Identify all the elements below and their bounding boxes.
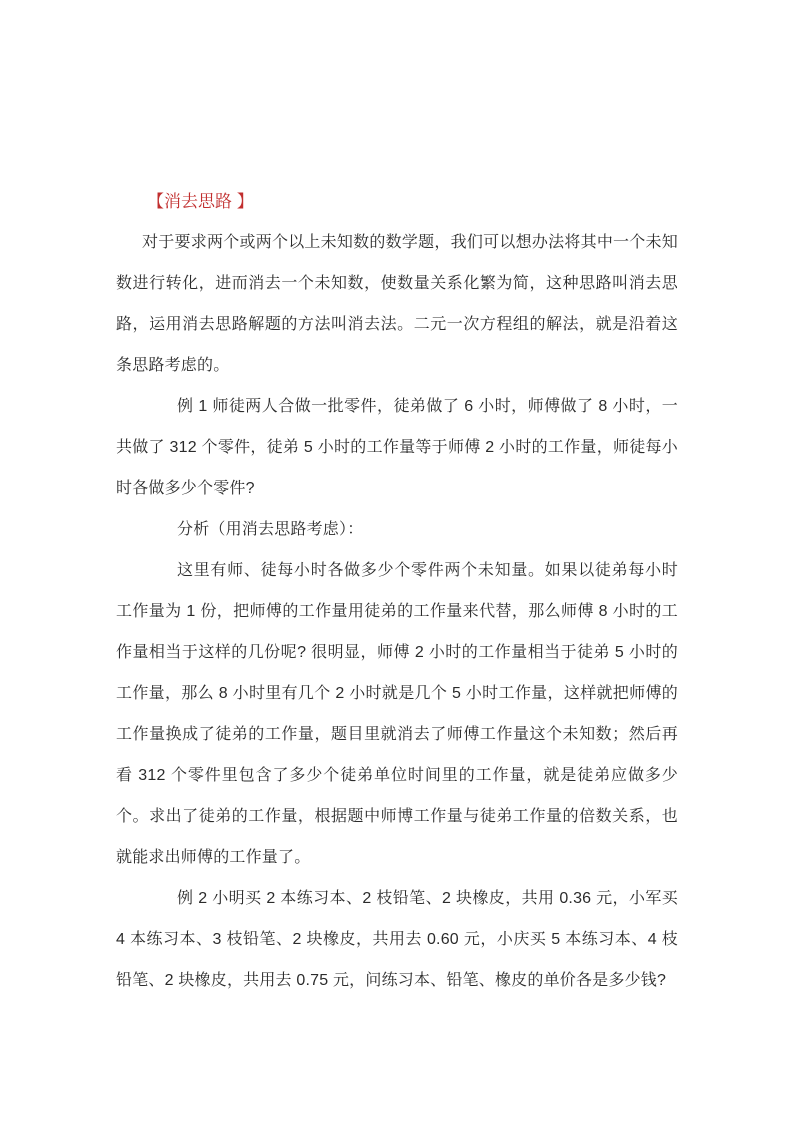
paragraph-example-1: 例 1 师徒两人合做一批零件，徒弟做了 6 小时，师傅做了 8 小时，一共做了 312 个零件，徒弟 5 小时的工作量等于师傅 2 小时的工作量，师徒每小时各做多少个零件? <box>116 398 678 497</box>
paragraph-analysis-label: 分析（用消去思路考虑）： <box>177 521 364 538</box>
paragraph-example-2: 例 2 小明买 2 本练习本、2 枝铅笔、2 块橡皮，共用 0.36 元，小军买 4 本练习本、3 枝铅笔、2 块橡皮，共用去 0.60 元，小庆买 5 本练习本、4 枝铅笔、2 块橡皮，共用去 0.75 元，问练习本、铅笔、橡皮的单价各是多少钱? <box>116 890 678 989</box>
section-heading: 【消去思路 】 <box>147 192 254 211</box>
paragraph-intro: 对于要求两个或两个以上未知数的数学题，我们可以想办法将其中一个未知数进行转化，进而消去一个未知数，使数量关系化繁为简，这种思路叫消去思路，运用消去思路解题的方法叫消去法。二元一次方程组的解法，就是沿着这条思路考虑的。 <box>116 234 678 374</box>
paragraph-analysis-body: 这里有师、徒每小时各做多少个零件两个未知量。如果以徒弟每小时工作量为 1 份，把师傅的工作量用徒弟的工作量来代替，那么师傅 8 小时的工作量相当于这样的几份呢? 很明显，师傅 2 小时的工作量相当于徒弟 5 小时的工作量，那么 8 小时里有几个 2 小时就是几个 5 小时工作量，这样就把师傅的工作量换成了徒弟的工作量，题目里就消去了师傅工作量这个未知数；然后再看 312 个零件里包含了多少个徒弟单位时间里的工作量，就是徒弟应做多少个。求出了徒弟的工作量，根据题中师博工作量与徒弟工作量的倍数关系，也就能求出师傅的工作量了。 <box>116 562 678 866</box>
